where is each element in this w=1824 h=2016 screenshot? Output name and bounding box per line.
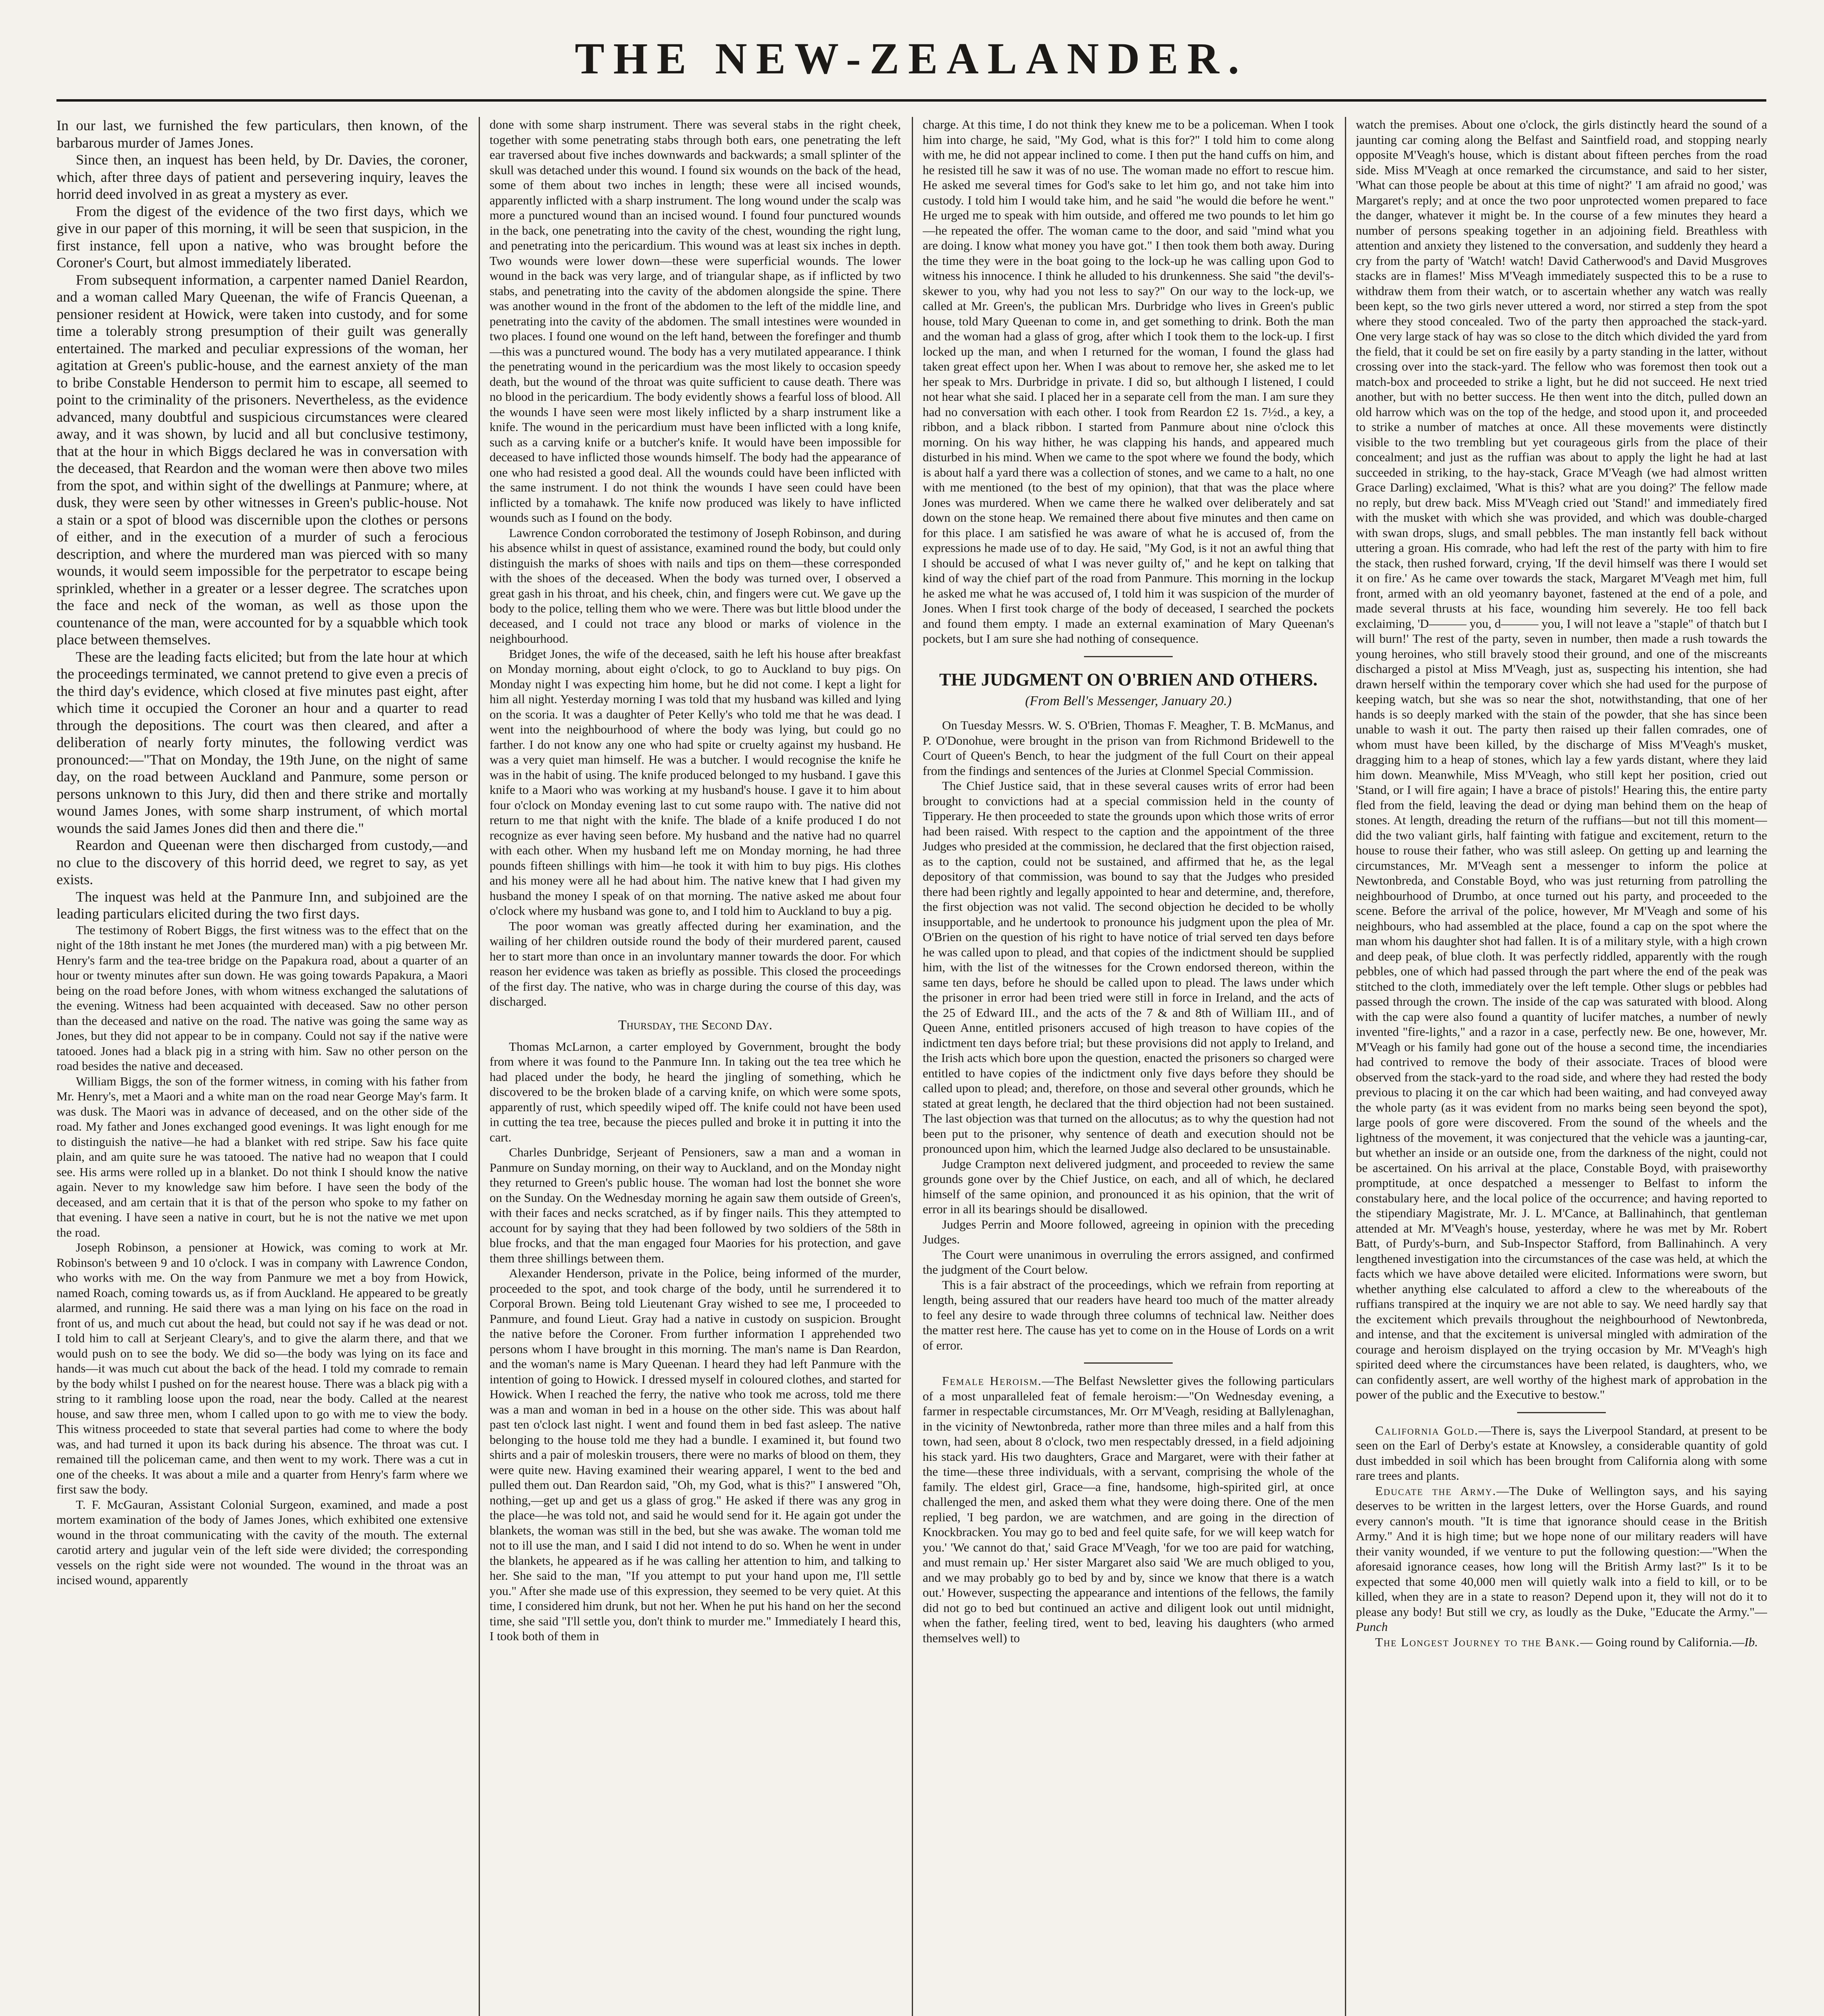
column-2 [490,117,901,2016]
evidence-paragraph: Joseph Robinson, a pensioner at Howick, was coming to work at Mr. Robinson's between 9 and 10 o'clock. I was in company with Lawrence Condon, who works with me. On the way from Panmure we met a boy from Howick, named Roach, coming towards us, as if from Auckland. He appeared to be greatly alarmed, and running. He said there was a man lying on his face on the road in front of us, and much cut about the head, but could not say if he was dead or not. I told him to call at Serjeant Cleary's, and to give the alarm there, and that we would push on to see the body. We did so—the body was lying on its face and hands—it was much cut about the back of the head. I told my comrade to remain by the body whilst I pushed on for the nearest house. There was a black pig with a string to it rambling loose upon the road, near the body. Called at the nearest house, and saw three men, whom I called upon to go with me to view the body. This witness proceeded to state that several parties had come to where the body was, and had turned it upon its back during his absence. The throat was cut. I remained till the policeman came, and then went to my work. There was a cut in one of the cheeks. It was about a mile and a quarter from Henry's farm where we first saw the body. [56,1240,468,1496]
evidence-paragraph: T. F. McGauran, Assistant Colonial Surgeon, examined, and made a post mortem examination of the body of James Jones, which exhibited one extensive wound in the throat communicating with the cavity of the mouth. The external carotid artery and jugular vein of the left side were divided; the corresponding vessels on the right side were not wounded. The wound in the throat was an incised wound, apparently [56,1497,468,1587]
article-paragraph: Since then, an inquest has been held, by Dr. Davies, the coroner, which, after three days of patient and persevering inquiry, leaves the horrid deed involved in as great a mystery as ever. [56,152,468,202]
section-divider [1084,656,1173,657]
section-divider [1084,1362,1173,1364]
journey-attribution: Ib. [1744,1635,1758,1649]
column-4 [1356,117,1767,2016]
judgment-paragraph: The Court were unanimous in overruling the errors assigned, and confirmed the judgment of the Court below. [923,1247,1334,1277]
judgment-paragraph: This is a fair abstract of the proceedings, which we refrain from reporting at length, being assured that our readers have heard too much of the matter already to feel any desire to wade through three columns of technical law. Neither does the matter rest here. The cause has yet to come on in the House of Lords on a writ of error. [923,1277,1334,1352]
judgment-heading: THE JUDGMENT ON O'BRIEN AND OTHERS. [939,669,1317,689]
column-3 [923,117,1334,2016]
day-heading: Thursday, the Second Day. [618,1017,773,1033]
heroism-continuation: watch the premises. About one o'clock, the girls distinctly heard the sound of a jaunting car coming along the Belfast and Saintfield road, and stopping nearly opposite M'Veagh's house, which is distant about fifteen perches from the road side. Miss M'Veagh at once remarked the circumstance, and said to her sister, 'What can those people be about at this time of night?' 'I am afraid no good,' was Margaret's reply; and at once the two poor unprotected women prepared to face the danger, whatever it might be. In the course of a few minutes they heard a number of persons speaking together in an adjoining field. Breathless with attention and anxiety they listened to the conversation, and suddenly they heard a cry from the party of 'Watch! watch! David Catherwood's and David Musgroves stacks are in flames!' Miss M'Veagh immediately suspected this to be a ruse to withdraw them from their watch, or to ascertain whether any watch was really been kept, so the two girls never uttered a word, nor stirred a step from the spot where they stood concealed. Two of the party then approached the stack-yard. One very large stack of hay was so close to the ditch which divided the yard from the field, that it could be set on fire easily by a party standing in the latter, without crossing over into the stack-yard. The fellow who was foremost then took out a match-box and proceeded to strike a light, but he did not succeed. He next tried another, but with no better success. He then went into the ditch, pulled down an old harrow which was on the top of the hedge, and stood upon it, and proceeded to strike a number of matches at once. All these movements were distinctly visible to the two trembling but yet courageous girls from the place of their concealment; and just as the ruffian was about to apply the light he had at last succeeded in striking, to the hay-stack, Grace M'Veagh (we had almost written Grace Darling) exclaimed, 'What is this? what are you doing?' The fellow made no reply, but drew back. Miss M'Veagh cried out 'Stand!' and immediately fired with the musket with which she was provided, and which was double-charged with swan drops, slugs, and small pebbles. The man instantly fell back without uttering a groan. His comrade, who had left the rest of the party with him to fire the stack, then rushed forward, crying, 'If the devil himself was there I would set it on fire.' As he came over towards the stack, Margaret M'Veagh met him, full front, armed with an old yeomanry bayonet, fastened at the end of a pole, and made several thrusts at his face, wounding him severely. He too fell back exclaiming, 'D——— you, d——— you, I will not leave a "staple" of thatch but I will burn!' The rest of the party, seven in number, then made a rush towards the young heroines, who still bravely stood their ground, and one of the miscreants discharged a pistol at Miss M'Veagh, just as, suspecting his intention, she had drawn herself within the temporary cover which she had used for the purpose of keeping watch, but she was so near the shot, notwithstanding, that one of her hands is so deeply marked with the stain of the powder, that she has since been unable to wash it out. The party then raised up their fallen comrades, one of whom must have been killed, by the discharge of Miss M'Veagh's musket, dragging him to a heap of stones, which lay a few yards distant, where they laid him down. Meanwhile, Miss M'Veagh, who still kept her position, cried out 'Stand, or I will fire again; I have a brace of pistols!' Hearing this, the entire party fled from the field, leaving the dead or dying man behind them on the heap of stones. At length, dreading the return of the ruffians—but not till this moment—did the two valiant girls, half fainting with fatigue and excitement, return to the house to rouse their father, who was still asleep. On getting up and learning the circumstances, Mr. M'Veagh sent a messenger to inform the police at Newtonbreda, and Constable Boyd, who was just returning from patrolling the neighbourhood of Drumbo, at once turned out his party, and proceeded to the scene. Before the arrival of the police, however, Mr M'Veagh and some of his neighbours, who had assembled at the place, found a cap on the spot where the man whom his daughter shot had fallen. It is of a military style, with a high crown and deep peak, of blue cloth. It was perfectly riddled, apparently with the rough pebbles, one of which had passed through the part where the end of the peak was stitched to the cloth, immediately over the left temple. Other slugs or pebbles had passed through the crown. The inside of the cap was saturated with blood. Along with the cap were also found a quantity of lucifer matches, a number of newly invented "fire-lights," and a razor in a case, perfectly new. Be one, however, Mr. M'Veagh or his family had gone out of the house a second time, the incendiaries had contrived to remove the body of their associate. Traces of blood were observed from the stack-yard to the road side, and where they had rested the body previous to placing it on the car which had been waiting, and had conveyed away the whole party (as it was evident from no marks being seen beyond the spot), large pools of gore were discovered. From the sound of the wheels and the lightness of the movement, it was conjectured that the vehicle was a jaunting-car, but whether an inside or an outside one, from the darkness of the night, could not be ascertained. On his arrival at the place, Constable Boyd, with praiseworthy promptitude, at once despatched a messenger to Belfast to inform the constabulary here, and the local police of the occurrence; and having reported to the stipendiary Magistrate, Mr. J. L. M'Cance, at Ballinahinch, that gentleman attended at Mr. M'Veagh's house, yesterday, where he was met by Mr. Robert Batt, of Purdy's-burn, and Sub-Inspector Stafford, from Ballinahinch. A very lengthened investigation into the circumstances of the case was held, at which the facts which we have above detailed were elicited. Informations were sworn, but whether anything else calculated to afford a clew to the whereabouts of the ruffians transpired at the inquiry we are not able to say. We need hardly say that the excitement which prevails throughout the neighbourhood of Newtonbreda, and intense, and that the excitement is universal mingled with admiration of the courage and heroism displayed on the trying occasion by Mr. M'Veagh's high spirited deed where the circumstances have been related, is daughters, who, we can confidently assert, are well worthy of the highest mark of approbation in the power of the public and the Executive to bestow." [1356,117,1767,1402]
judgment-source: (From Bell's Messenger, January 20.) [1025,693,1232,708]
judgment-paragraph: Judge Crampton next delivered judgment, and proceeded to review the same grounds gone over by the Chief Justice, on each, and all of which, he declared himself of the same opinion, and pronounced it as his opinion, that the writ of error in all its bearings should be disallowed. [923,1156,1334,1216]
judgment-paragraph: On Tuesday Messrs. W. S. O'Brien, Thomas F. Meagher, T. B. McManus, and P. O'Donohue, were brought in the prison van from Richmond Bridewell to the Court of Queen's Bench, to hear the judgment of the full Court on their appeal from the findings and sentences of the Juries at Clonmel Special Commission. [923,718,1334,778]
california-lead: California Gold. [1375,1423,1479,1437]
article-paragraph: In our last, we furnished the few particulars, then known, of the barbarous murder of James Jones. [56,117,468,151]
column-divider [479,117,480,2016]
article-paragraph: These are the leading facts elicited; but from the late hour at which the proceedings terminated, we cannot pretend to give even a precis of the third day's evidence, which closed at five minutes past eight, after which time it occupied the Coroner an hour and a quarter to read through the depositions. The court was then cleared, and after a deliberation of nearly forty minutes, the following verdict was pronounced:—"That on Monday, the 19th June, on the night of same day, on the road between Auckland and Panmure, some person or persons unknown to this Jury, did then and there strike and mortally wound James Jones, with some sharp instrument, of which mortal wounds the said James Jones did then and there die." [56,648,468,836]
column-1 [56,117,468,2016]
article-paragraph: Reardon and Queenan were then discharged from custody,—and no clue to the discovery of this horrid deed, we regret to say, as yet exists. [56,837,468,887]
heroism-lead: Female Heroism. [942,1374,1042,1388]
column-divider [912,117,913,2016]
evidence-paragraph: Lawrence Condon corroborated the testimony of Joseph Robinson, and during his absence whilst in quest of assistance, examined round the body, but could only distinguish the marks of shoes with nails and tips on them—these corresponded with the shoes of the deceased. When the body was turned over, I observed a great gash in his throat, and his cheek, chin, and fingers were cut. We gave up the body to the police, telling them who we were. There was but little blood under the deceased, and I could not trace any blood or marks of violence in the neighbourhood. [490,525,901,646]
article-paragraph: The inquest was held at the Panmure Inn, and subjoined are the leading particulars elicited during the two first days. [56,888,468,922]
california-paragraph [1356,1423,1767,1483]
journey-text: — Going round by California.— [1580,1635,1745,1649]
journey-lead: The Longest Journey to the Bank. [1375,1635,1580,1649]
section-divider [1517,1412,1606,1413]
judgment-paragraph: Judges Perrin and Moore followed, agreeing in opinion with the preceding Judges. [923,1217,1334,1246]
evidence-paragraph: Charles Dunbridge, Serjeant of Pensioners, saw a man and a woman in Panmure on Sunday morning, on their way to Auckland, and on the Monday night they returned to Green's public house. The woman had lost the bonnet she wore on the Sunday. On the Wednesday morning he again saw them outside of Green's, with their faces and necks scratched, as if by finger nails. This they attempted to account for by saying that they had been followed by two soldiers of the 58th in blue frocks, and that the man engaged four Maories for his protection, and gave them three shillings between them. [490,1145,901,1265]
evidence-paragraph: William Biggs, the son of the former witness, in coming with his father from Mr. Henry's, met a Maori and a white man on the road near George May's farm. It was dusk. The Maori was in advance of deceased, and on the other side of the road. My father and Jones exchanged good evenings. It was light enough for me to distinguish the native—he had a blanket with red stripe. Saw his face quite plain, and am quite sure he was tatooed. The native had no weapon that I could see. His arms were rolled up in a blanket. Do not think I should know the native again. Never to my knowledge saw him before. I have seen the body of the deceased, and am certain that it is that of the person who spoke to my father on that evening. I have seen a native in court, but he is not the native we met upon the road. [56,1074,468,1239]
judgment-paragraph: The Chief Justice said, that in these several causes writs of error had been brought to convictions had at a special commission held in the county of Tipperary. He then proceeded to state the grounds upon which those writs of error had been raised. With respect to the caption and the appointment of the three Judges who presided at the commission, he declared that the first objection raised, as to the caption, could not be sustained, and affirmed that he, as the legal depository of that commission, was bound to say that the Judges who presided there had been rightly and legally appointed to hear and determine, and, therefore, the first objection was not valid. The second objection he decided to be wholly insupportable, and he undertook to pronounce his judgment upon the plea of Mr. O'Brien on the question of his right to have notice of trial served ten days before he was called upon to plead, and that copies of the indictment should be supplied him, with the list of the witnesses for the Crown endorsed thereon, within the same ten days, before he should be called upon to plead. The laws under which the prisoner in error had been tried were still in force in Ireland, and the acts of the 25 of Edward III., and the acts of the 7 & and 8th of William III., and of Queen Anne, entitled prisoners accused of high treason to have copies of the indictment ten days before trial; but these provisions did not apply to Ireland, and the Irish acts which bore upon the question, enacted the prisoners so charged were entitled to have copies of the indictment only five days before they should be called upon to plead; and, therefore, on those and several other grounds, which he stated at great length, he declared that the third objection had not been sustained. The last objection was that turned on the allocutus; as to why the question had not been put to the prisoner, why sentence of death and execution should not be pronounced upon him, which the learned Judge also declared to be unsustainable. [923,779,1334,1156]
journey-paragraph [1356,1635,1767,1650]
article-paragraph: From the digest of the evidence of the two first days, which we give in our paper of this morning, it will be seen that suspicion, in the first instance, fell upon a native, who was brought before the Coroner's Court, but almost immediately liberated. [56,203,468,271]
california-text: —There is, says the Liverpool Standard, at present to be seen on the Earl of Derby's estate at Knowsley, a considerable quantity of gold dust imbedded in soil which has been brought from California along with some rare trees and plants. [1356,1423,1767,1483]
column-divider [1345,117,1346,2016]
evidence-paragraph: The testimony of Robert Biggs, the first witness was to the effect that on the night of the 18th instant he met Jones (the murdered man) with a pig between Mr. Henry's farm and the tea-tree bridge on the Papakura road, about a quarter of an hour or twenty minutes after sun down. He was going towards Papakura, a Maori being on the road before Jones, with whom witness exchanged the salutations of the evening. Witness had been acquainted with deceased. Saw no other person than the deceased and native on the road. The native was going the same way as Jones, but they did not appear to be in company. Could not say if the native were tatooed. Jones had a black pig in a string with him. Saw no other person on the road besides the native and deceased. [56,923,468,1073]
evidence-paragraph: Thomas McLarnon, a carter employed by Government, brought the body from where it was found to the Panmure Inn. In taking out the tea tree which he had placed under the body, he heard the jingling of something, which he discovered to be the broken blade of a carving knife, on which were some spots, apparently of rust, which speedily wiped off. The knife could not have been used in cutting the tea tree, because the pieces pulled and broke it in putting it into the cart. [490,1039,901,1144]
educate-lead: Educate the Army. [1375,1483,1497,1498]
evidence-paragraph: Bridget Jones, the wife of the deceased, saith he left his house after breakfast on Monday morning, about eight o'clock, to go to Auckland to buy pigs. On Monday night I was expecting him home, but he did not come. I kept a light for him all night. Yesterday morning I was told that my husband was killed and lying on the scoria. It was a daughter of Peter Kelly's who told me that he was dead. I went into the neighbourhood of where the body was lying, but could go no farther. I do not know any one who had spite or cruelty against my husband. He was a very quiet man himself. He was a butcher. I would recognise the knife he was in the habit of using. The knife produced belonged to my husband. I gave this knife to a Maori who was working at my husband's house. I gave it to him about four o'clock on Monday evening last to cut some raupo with. The native did not return to me that night with the knife. The blade of a knife produced I do not recognize as ever having seen before. My husband and the native had no quarrel with each other. When my husband left me on Monday morning, he had three pounds fifteen shillings with him—he took it with him to buy pigs. His clothes and his money were all he had about him. The native knew that I had given my husband the money I speak of on that morning. The native asked me about four o'clock where my husband was gone to, and I told him to Auckland to buy a pig. [490,646,901,918]
evidence-paragraph: The poor woman was greatly affected during her examination, and the wailing of her children outside round the body of their murdered parent, caused her to start more than once in an involuntary manner towards the door. For which reason her evidence was taken as briefly as possible. This closed the proceedings of the first day. The native, who was in charge during the course of this day, was discharged. [490,918,901,1008]
evidence-paragraph: done with some sharp instrument. There was several stabs in the right cheek, together with some penetrating stabs through both ears, one penetrating the left ear traversed about five inches downwards and backwards; a small splinter of the skull was detached under this wound. I found six wounds on the back of the head, some of them about two inches in length; these were all incised wounds, apparently inflicted with a sharp instrument. The long wound under the scalp was more a punctured wound than an incised wound. I found four punctured wounds in the back, one penetrating into the cavity of the chest, wounding the right lung, and penetrating into the pericardium. This wound was at least six inches in depth. Two wounds were lower down—these were superficial wounds. The lower wound in the back was very large, and of triangular shape, as if inflicted by two stabs, and penetrating into the cavity of the abdomen alongside the spine. There was another wound in the front of the abdomen to the left of the middle line, and penetrating into the cavity of the abdomen. The small intestines were wounded in two places. I found one wound on the left hand, between the forefinger and thumb—this was a punctured wound. The body has a very mutilated appearance. I think the penetrating wound in the pericardium was the most likely to occasion speedy death, but the wound of the throat was quite sufficient to cause death. There was no blood in the pericardium. The body evidently shows a fearful loss of blood. All the wounds I have seen were most likely inflicted by a sharp instrument like a knife. The wound in the pericardium must have been inflicted with a long knife, such as a carving knife or a butcher's knife. It would have been impossible for deceased to have inflicted those wounds himself. The body had the appearance of one who had resisted a good deal. All the wounds could have been inflicted with the same instrument. I do not think the wounds I have seen could have been inflicted by a tomahawk. The knife now produced was likely to have inflicted wounds such as I found on the body. [490,117,901,525]
masthead-title: THE NEW-ZEALANDER. [575,34,1248,83]
evidence-paragraph: Alexander Henderson, private in the Police, being informed of the murder, proceeded to the spot, and took charge of the body, until he surrendered it to Corporal Brown. Being told Lieutenant Gray wished to see me, I proceeded to Panmure, and found Lieut. Gray had a native in custody on suspicion. Brought the native before the Coroner. From further information I apprehended two persons whom I have brought in this morning. The man's name is Dan Reardon, and the woman's name is Mary Queenan. I heard they had left Panmure with the intention of going to Howick. I dressed myself in coloured clothes, and started for Howick. When I reached the ferry, the native who took me across, told me there was a man and woman in bed in a house on the other side. This was about half past ten o'clock last night. I went and found them in bed fast asleep. The native belonging to the house told me they had a bundle. I examined it, but found two shirts and a pair of moleskin trousers, there were no marks of blood on them, they were quite new. Having examined their wearing apparel, I went to the bed and pulled them out. Dan Reardon said, "Oh, my God, what is this?" I answered "Oh, nothing,—get up and get us a glass of grog." He asked if there was any grog in the place—he was told not, and said he would send for it. He again got under the blankets, the woman was still in the bed, but she was awake. The woman told me not to ill use the man, and I said I did not intend to do so. When he went in under the blankets, he appeared as if he was calling her attention to him, and talking to her. She said to the man, "If you attempt to put your hand upon me, I'll settle you." After she made use of this expression, they seemed to be very quiet. At this time, I considered him drunk, but not her. When he put his hand on her the second time, she said "I'll settle you, don't think to murder me." Immediately I heard this, I took both of them in [490,1266,901,1643]
evidence-paragraph: charge. At this time, I do not think they knew me to be a policeman. When I took him into charge, he said, "My God, what is this for?" I told him to come along with me, he did not appear inclined to come. I then put the hand cuffs on him, and he resisted till he saw it was of no use. The woman made no effort to rescue him. He asked me several times for God's sake to let him go, and not take him into custody. I told him I would take him, and he said "he would die before he went." He urged me to speak with him outside, and offered me two pounds to let him go—he repeated the offer. The woman came to the door, and said "mind what you are doing. I know what money you have got." I then took them both away. During the time they were in the boat going to the lock-up he was calling upon God to witness his innocence. I think he alluded to his drunkenness. She said "the devil's-skewer to you, why had you not less to say?" On our way to the lock-up, we called at Mr. Green's, the publican Mrs. Durbridge who lives in Green's public house, told Mary Queenan to come in, and get something to drink. Both the man and the woman had a glass of grog, after which I took them to the lock-up. I first locked up the man, and when I returned for the woman, I found the glass had taken great effect upon her. When I was about to remove her, she asked me to let her speak to Mrs. Durbridge in private. I did so, but although I listened, I could not hear what she said. I placed her in a separate cell from the man. I am sure they had no conversation with each other. I took from Reardon £2 1s. 7½d., a key, a ribbon, and a black ribbon. I started from Panmure about nine o'clock this morning. On his way hither, he was clapping his hands, and appeared much disturbed in his mind. When we came to the spot where we found the body, which is about half a yard there was a collection of stones, and we came to a halt, no one with me mentioned (to the best of my opinion), that that was the place where Jones was murdered. When we came there he walked over deliberately and sat down on the stone heap. We remained there about five minutes and then came on for this place. I am satisfied he was aware of what he is accused of, from the expressions he made use of to day. He said, "My God, is it not an awful thing that I should be accused of what I was never guilty of," and he kept on talking that kind of way the chief part of the road from Panmure. This morning in the lockup he asked me what he was accused of, I told him it was suspicion of the murder of Jones. When I first took charge of the body of deceased, I searched the pockets and found them empty. I made an external examination of Mary Queenan's pockets, but I am sure she had nothing of consequence. [923,117,1334,646]
article-paragraph: From subsequent information, a carpenter named Daniel Reardon, and a woman called Mary Queenan, the wife of Francis Queenan, a pensioner resident at Howick, were taken into custody, and for some time a tolerably strong presumption of their guilt was generally entertained. The marked and peculiar expressions of the woman, her agitation at Green's public-house, and the earnest anxiety of the man to bribe Constable Henderson to permit him to escape, all seemed to point to the criminality of the prisoners. Nevertheless, as the evidence advanced, many doubtful and suspicious circumstances were cleared away, and it was shown, by lucid and all but conclusive testimony, that at the hour in which Biggs declared he was in conversation with the deceased, that Reardon and the woman were then above two miles from the spot, and within sight of the dwellings at Panmure; where, at dusk, they were seen by other witnesses in Green's public-house. Not a stain or a spot of blood was discernible upon the clothes or persons of either, and in the execution of a murder of such a ferocious description, and where the murdered man was pierced with so many wounds, it would seem impossible for the perpetrator to escape being sprinkled, whether in a greater or a lesser degree. The scratches upon the face and neck of the woman, as well as those upon the countenance of the man, were accounted for by a squabble which took place between themselves. [56,271,468,648]
educate-attribution: Punch [1356,1620,1388,1634]
educate-paragraph [1356,1483,1767,1635]
heroism-text: —The Belfast Newsletter gives the following particulars of a most unparalleled feat of female heroism:—"On Wednesday evening, a farmer in respectable circumstances, Mr. Orr M'Veagh, residing at Ballylenaghan, in the vicinity of Newtonbreda, rather more than three miles and a half from this town, had seen, about 8 o'clock, two men respectably dressed, in a field adjoining his stack yard. His two daughters, Grace and Margaret, were with their father at the time—these three individuals, with a servant, comprising the whole of the family. The eldest girl, Grace—a fine, handsome, high-spirited girl, at once challenged the men, and asked them what they were doing there. One of the men replied, 'I beg pardon, we are watchmen, and are going in the direction of Knockbracken. You may go to bed and feel quite safe, for we will keep watch for you.' 'We cannot do that,' said Grace M'Veagh, 'for we too are paid for watching, and must remain up.' Her sister Margaret also said 'We are much obliged to you, and we may probably go to bed by and by, since we know that there is a watch out.' However, suspecting the appearance and intentions of the fellows, the family did not go to bed but continued an active and diligent look out until midnight, when the father, feeling tired, went to bed, leaving his daughters (who armed themselves well) to [923,1374,1334,1645]
masthead [56,28,1766,109]
masthead-rule [56,99,1766,102]
educate-text: —The Duke of Wellington says, and his saying deserves to be written in the largest letters, over the Horse Guards, and round every cannon's mouth. "It is time that ignorance should cease in the British Army." And it is high time; but we hope none of our military readers will have their vanity wounded, if we venture to put the following question:—"When the aforesaid ignorance ceases, how long will the British Army last?" Is it to be expected that some 40,000 men will quietly walk into a field to kill, or to be killed, when they are in a state to reason? Depend upon it, they will not do it to please any body! But still we cry, as loudly as the Duke, "Educate the Army."— [1356,1483,1767,1619]
heroism-paragraph [923,1373,1334,1645]
